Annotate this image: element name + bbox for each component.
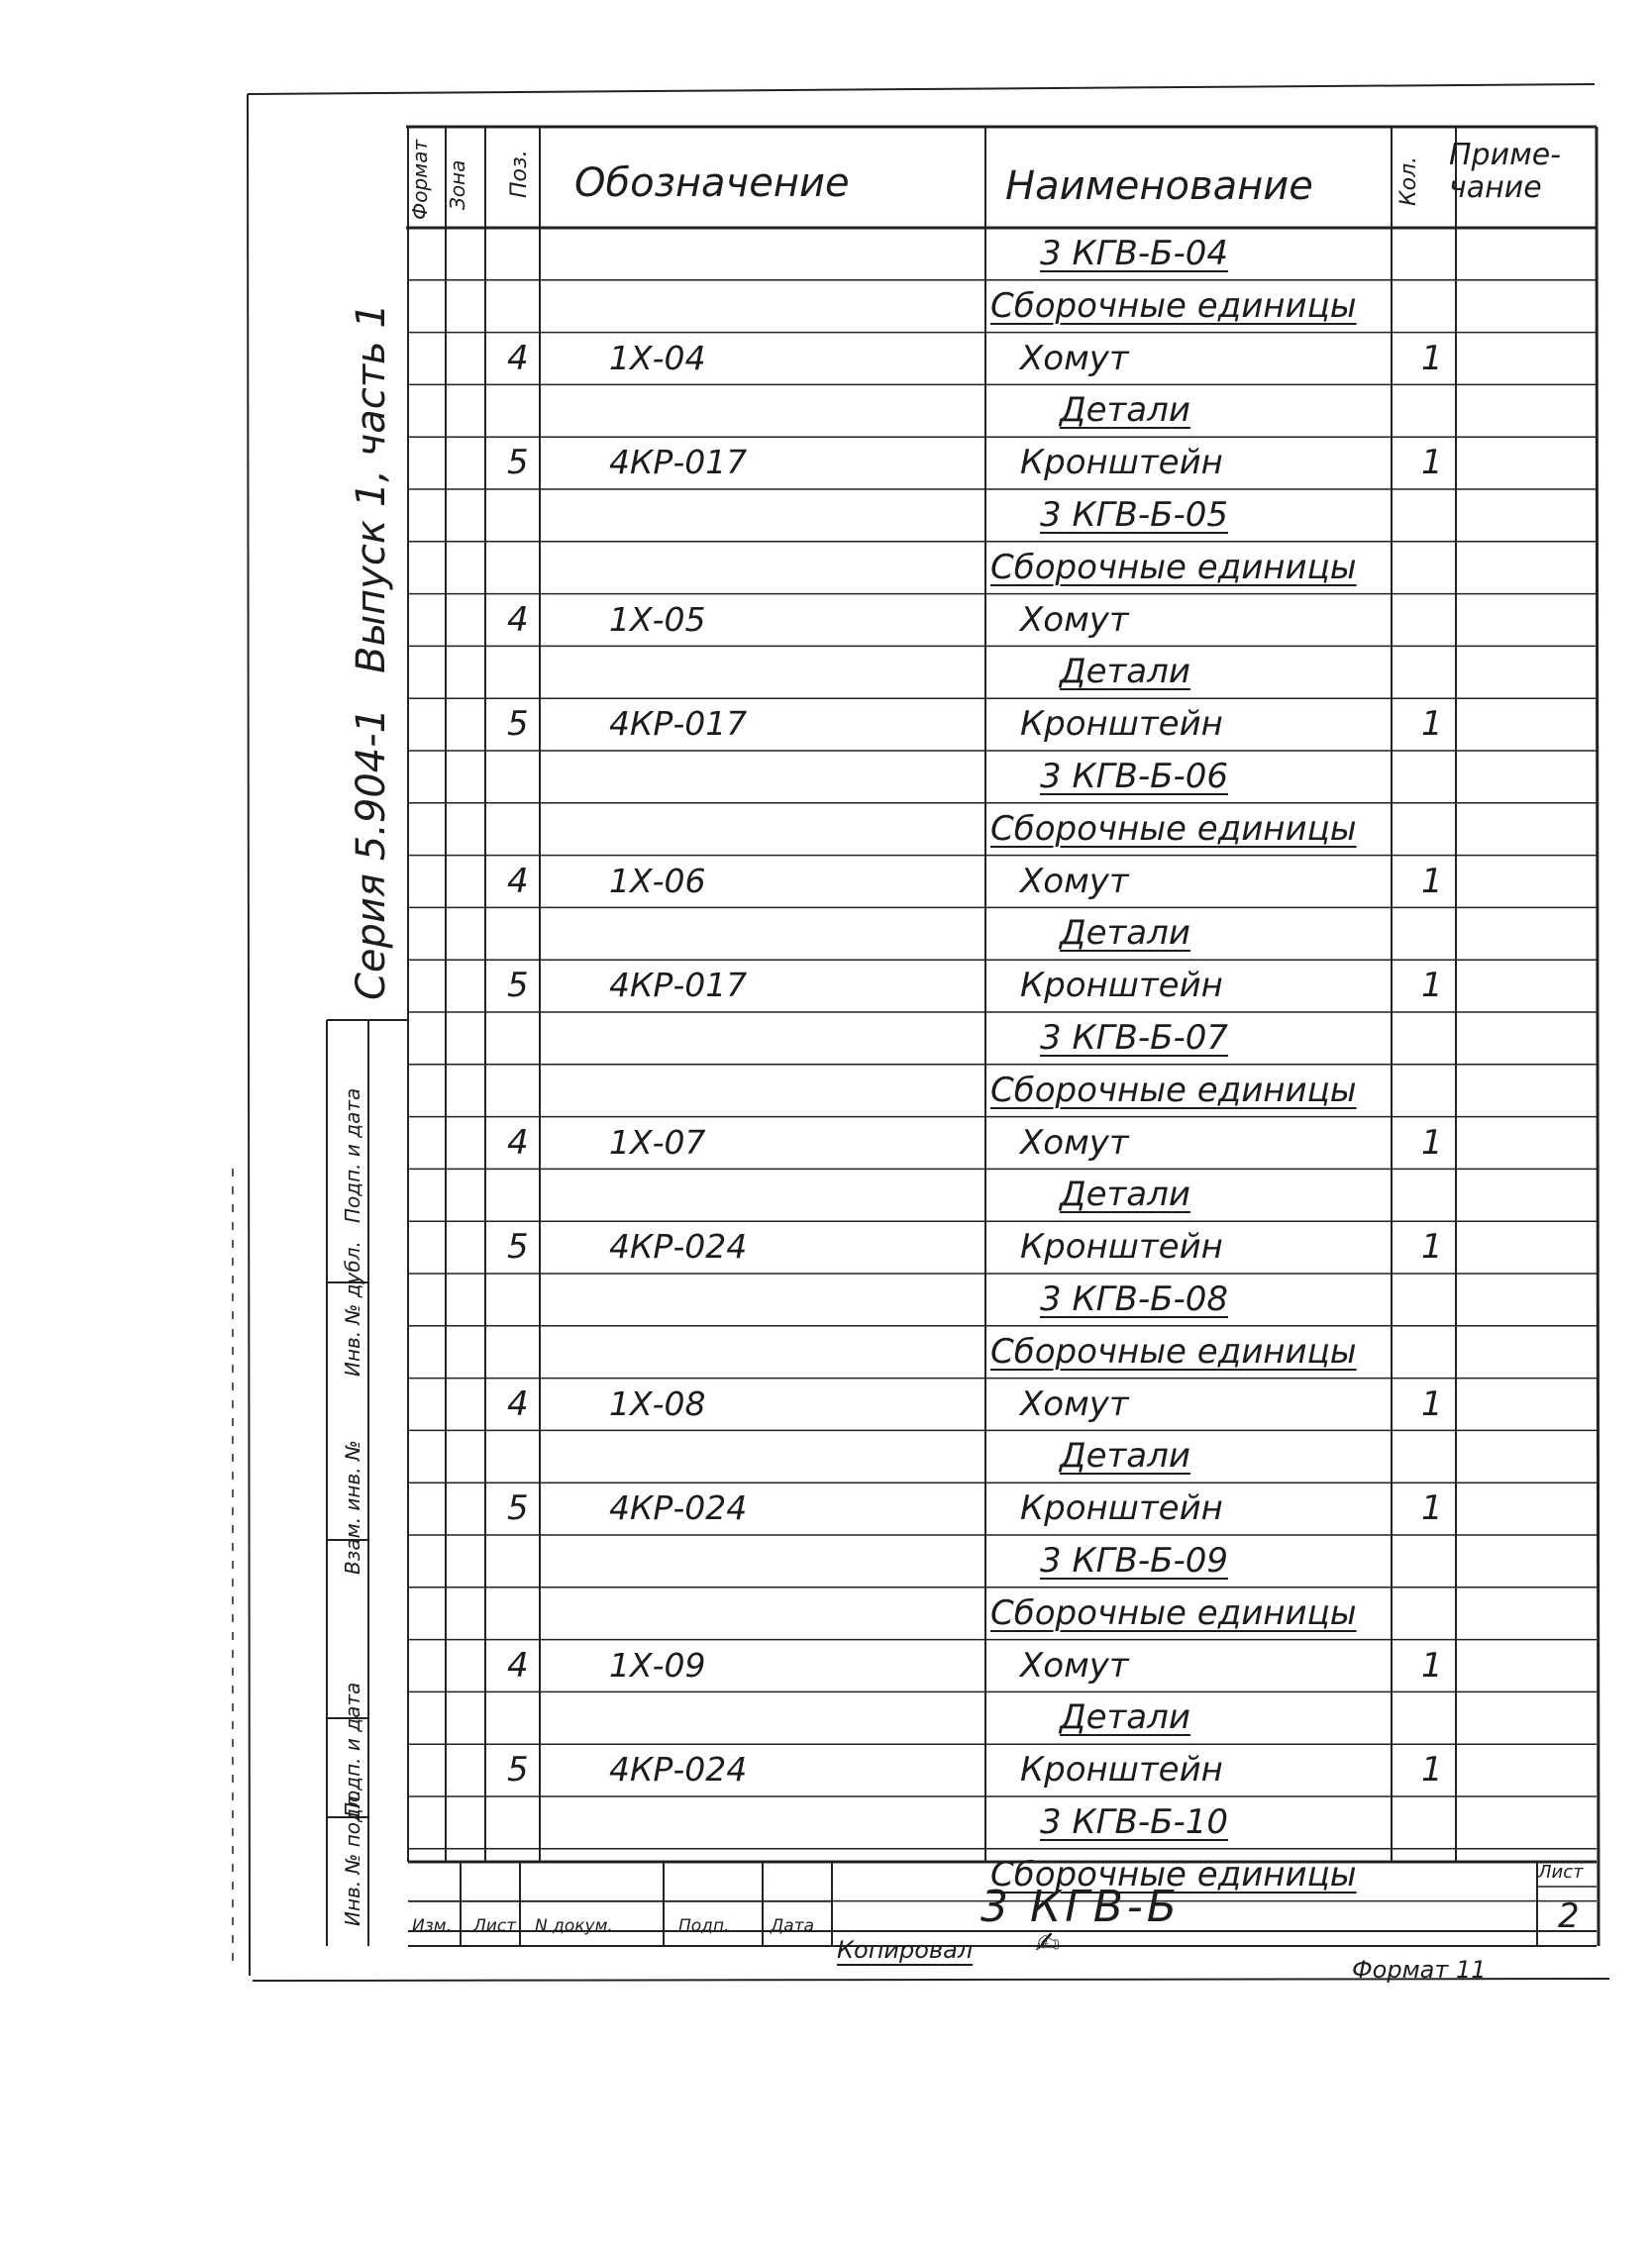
cell-name: Хомут	[1020, 1122, 1129, 1163]
cell-pos: 4	[507, 1645, 529, 1686]
cell-name: 3 КГВ-Б-06	[1040, 757, 1228, 796]
cell-name: Хомут	[1020, 338, 1129, 378]
cell-designation: 4КР-017	[609, 443, 748, 482]
cell-name: 3 КГВ-Б-09	[1040, 1541, 1228, 1581]
cell-pos: 4	[507, 861, 529, 901]
stamp-podp-data-1: Подп. и дата	[341, 1682, 364, 1817]
table-row	[0, 333, 1652, 385]
cell-name: Детали	[1060, 1697, 1190, 1738]
cell-name: Детали	[1060, 913, 1190, 954]
cell-pos: 5	[507, 443, 529, 483]
table-row	[0, 1117, 1652, 1170]
cell-name: Кронштейн	[1020, 704, 1223, 745]
cell-name: Кронштейн	[1020, 1488, 1223, 1529]
cell-name: Детали	[1060, 652, 1190, 692]
sheet-label: Лист	[1538, 1862, 1584, 1883]
cell-qty: 1	[1421, 1750, 1443, 1791]
table-row	[0, 907, 1652, 960]
cell-name: Сборочные единицы	[990, 547, 1357, 587]
tb-podp: Подп.	[678, 1916, 730, 1936]
table-row	[0, 1012, 1652, 1065]
table-row	[0, 1640, 1652, 1692]
header-note: Приме-чание	[1449, 138, 1562, 205]
cell-designation: 1Х-05	[609, 599, 706, 639]
footer-format: Формат 11	[1352, 1956, 1487, 1984]
cell-designation: 4КР-017	[609, 704, 748, 744]
table-row	[0, 1691, 1652, 1744]
cell-name: 3 КГВ-Б-08	[1040, 1280, 1228, 1319]
cell-name: Сборочные единицы	[990, 1331, 1357, 1372]
cell-designation: 1Х-08	[609, 1383, 706, 1423]
table-row	[0, 594, 1652, 647]
cell-qty: 1	[1421, 1122, 1443, 1163]
cell-name: Сборочные единицы	[990, 1854, 1357, 1895]
stamp-podp-data-2: Подп. и дата	[341, 1087, 364, 1223]
cell-qty: 1	[1421, 966, 1443, 1006]
cell-qty: 1	[1421, 338, 1443, 378]
table-row	[0, 1535, 1652, 1587]
header-pos: Поз.	[507, 150, 532, 198]
cell-designation: 4КР-017	[609, 966, 748, 1005]
table-row	[0, 751, 1652, 803]
cell-name: Сборочные единицы	[990, 285, 1357, 326]
cell-name: Хомут	[1020, 861, 1129, 901]
table-row	[0, 960, 1652, 1012]
cell-designation: 4КР-024	[609, 1227, 748, 1267]
cell-name: Детали	[1060, 1436, 1190, 1477]
table-row	[0, 1430, 1652, 1483]
cell-name: Сборочные единицы	[990, 808, 1357, 849]
header-designation: Обозначение	[574, 160, 850, 206]
cell-name: Кронштейн	[1020, 966, 1223, 1006]
cell-designation: 4КР-024	[609, 1488, 748, 1528]
series-label: Серия 5.904-1	[349, 707, 394, 1000]
table-row	[0, 856, 1652, 908]
header-name: Наименование	[1005, 163, 1313, 209]
tb-data: Дата	[771, 1916, 815, 1936]
sheet-number: 2	[1558, 1896, 1580, 1936]
cell-qty: 1	[1421, 1383, 1443, 1424]
cell-pos: 4	[507, 338, 529, 378]
cell-name: 3 КГВ-Б-05	[1040, 495, 1228, 535]
cell-designation: 1Х-07	[609, 1122, 706, 1162]
table-row	[0, 1221, 1652, 1274]
table-row	[0, 1849, 1652, 1901]
cell-name: Хомут	[1020, 1383, 1129, 1424]
table-row	[0, 437, 1652, 489]
stamp-inv-dubl: Инв. № дубл.	[341, 1241, 364, 1377]
header-format: Формат	[408, 139, 432, 220]
cell-name: Кронштейн	[1020, 1750, 1223, 1791]
cell-qty: 1	[1421, 1645, 1443, 1686]
table-row	[0, 542, 1652, 594]
tb-list: Лист	[473, 1916, 517, 1936]
cell-name: Кронштейн	[1020, 1227, 1223, 1268]
cell-qty: 1	[1421, 1227, 1443, 1268]
table-row	[0, 1483, 1652, 1535]
cell-designation: 1Х-09	[609, 1645, 706, 1685]
cell-name: Детали	[1060, 1175, 1190, 1215]
tb-izm: Изм.	[412, 1916, 452, 1936]
cell-designation: 4КР-024	[609, 1750, 748, 1790]
cell-pos: 5	[507, 1488, 529, 1529]
cell-name: Хомут	[1020, 1645, 1129, 1686]
cell-pos: 5	[507, 704, 529, 745]
cell-pos: 4	[507, 1383, 529, 1424]
cell-qty: 1	[1421, 1488, 1443, 1529]
table-row	[0, 1796, 1652, 1849]
tb-ndoc: N докум.	[535, 1916, 613, 1936]
table-row	[0, 1274, 1652, 1326]
header-zone: Зона	[446, 159, 469, 210]
cell-qty: 1	[1421, 443, 1443, 483]
cell-name: 3 КГВ-Б-04	[1040, 234, 1228, 273]
cell-qty: 1	[1421, 861, 1443, 901]
stamp-vzam-inv: Взам. инв. №	[341, 1440, 364, 1575]
footer-signature: ✍	[1035, 1926, 1061, 1961]
cell-pos: 4	[507, 1122, 529, 1163]
table-row	[0, 1379, 1652, 1431]
cell-qty: 1	[1421, 704, 1443, 745]
cell-name: 3 КГВ-Б-10	[1040, 1802, 1228, 1842]
cell-pos: 5	[507, 1227, 529, 1268]
issue-label: Выпуск 1, часть 1	[349, 303, 394, 673]
stamp-inv-podl: Инв. № подл.	[341, 1790, 364, 1926]
table-row	[0, 698, 1652, 751]
cell-name: Кронштейн	[1020, 443, 1223, 483]
table-row	[0, 280, 1652, 333]
table-row	[0, 1326, 1652, 1379]
cell-designation: 1Х-04	[609, 338, 706, 377]
table-row	[0, 646, 1652, 698]
table-row	[0, 803, 1652, 856]
table-row	[0, 228, 1652, 280]
cell-pos: 5	[507, 1750, 529, 1791]
cell-name: Детали	[1060, 390, 1190, 431]
cell-name: 3 КГВ-Б-07	[1040, 1018, 1228, 1058]
cell-pos: 5	[507, 966, 529, 1006]
cell-name: Сборочные единицы	[990, 1592, 1357, 1633]
cell-pos: 4	[507, 599, 529, 640]
cell-designation: 1Х-06	[609, 861, 706, 900]
table-row	[0, 1587, 1652, 1640]
header-qty: Кол.	[1396, 155, 1421, 206]
footer-copied: Копировал	[837, 1936, 974, 1964]
cell-name: Сборочные единицы	[990, 1070, 1357, 1110]
cell-name: Хомут	[1020, 599, 1129, 640]
table-row	[0, 384, 1652, 437]
doc-code: 3 КГВ-Б	[981, 1882, 1181, 1932]
table-row	[0, 1744, 1652, 1796]
table-row	[0, 1065, 1652, 1117]
table-row	[0, 1169, 1652, 1221]
table-row	[0, 489, 1652, 542]
